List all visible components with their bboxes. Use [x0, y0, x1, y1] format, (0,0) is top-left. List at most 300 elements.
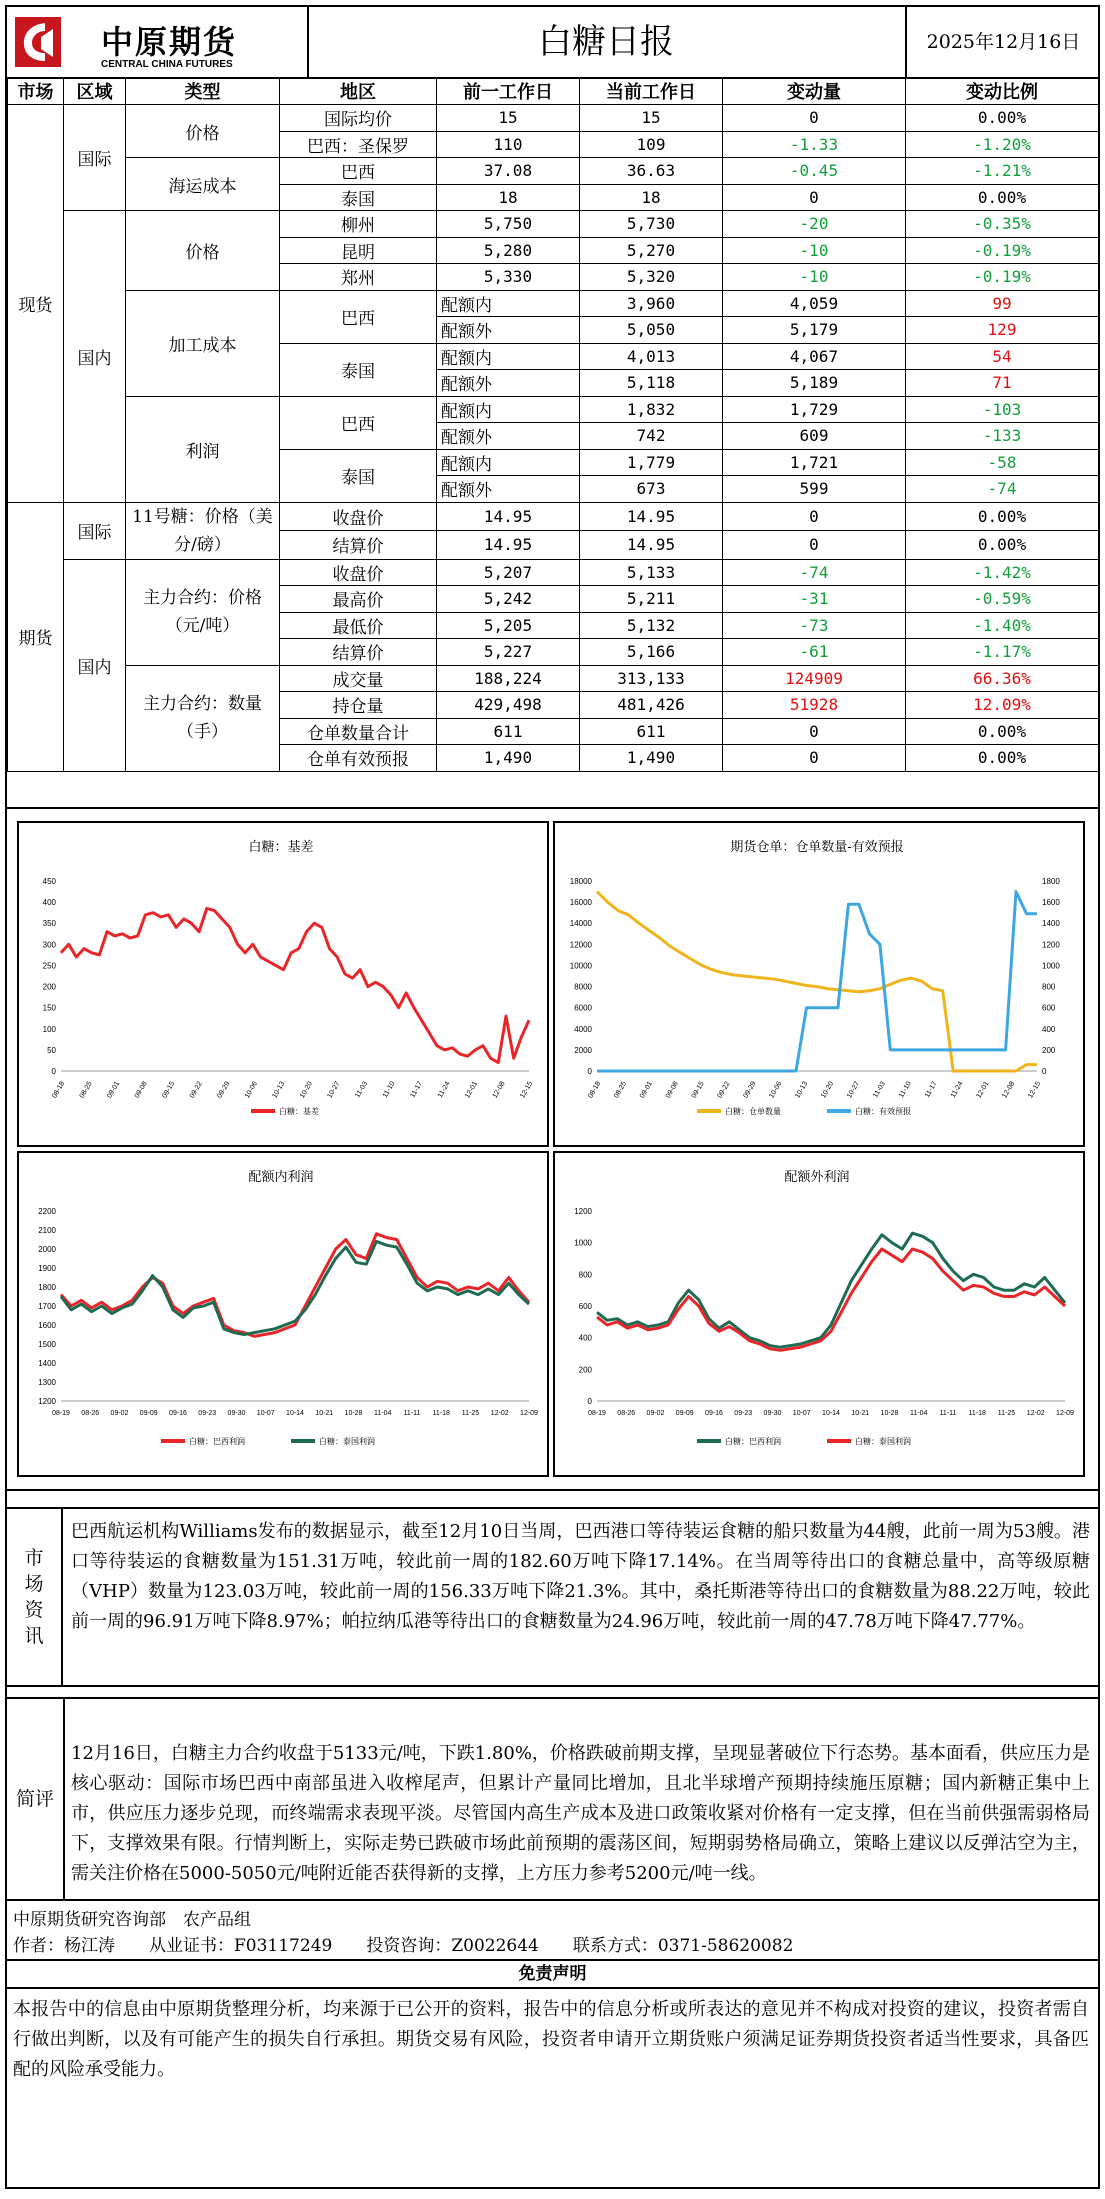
change-cell: 129: [906, 317, 1099, 344]
change-cell: 0: [723, 718, 906, 745]
table-row: [8, 559, 1099, 586]
region-intl: 国际: [64, 105, 126, 211]
change-cell: -31: [723, 586, 906, 613]
y-tick-label: 100: [42, 1024, 56, 1034]
type-price-intl: 价格: [126, 105, 280, 158]
legend-label: 白糖：有效预报: [855, 1107, 911, 1116]
table-row: [8, 290, 1099, 317]
x-tick-label: 09-09: [675, 1410, 694, 1417]
table-header-cell: 区域: [64, 78, 126, 105]
prev-value-cell: 1,832: [580, 396, 723, 423]
area-cell: 收盘价: [280, 502, 437, 531]
x-tick-label: 10-06: [768, 1080, 784, 1100]
logo-english: CENTRAL CHINA FUTURES: [101, 59, 233, 70]
x-tick-label: 08-25: [613, 1080, 629, 1100]
x-tick-label: 09-15: [161, 1080, 177, 1100]
prev-value-cell: 5,205: [437, 612, 580, 639]
x-tick-label: 11-10: [898, 1080, 913, 1100]
logo: [7, 7, 309, 77]
y2-tick-label: 800: [1042, 982, 1056, 992]
x-tick-label: 12-09: [1056, 1410, 1074, 1417]
x-tick-label: 09-22: [188, 1080, 204, 1100]
series-line: [597, 892, 1037, 1071]
table-header-cell: 地区: [280, 78, 437, 105]
x-tick-label: 09-15: [690, 1080, 706, 1100]
x-tick-label: 11-03: [872, 1080, 887, 1100]
prev-value-cell: 5,050: [580, 317, 723, 344]
x-tick-label: 11-18: [968, 1410, 986, 1417]
y2-tick-label: 1400: [1042, 919, 1060, 929]
prev-value-cell: 5,330: [437, 264, 580, 291]
change-cell: 124909: [723, 665, 906, 692]
area-cell: 昆明: [280, 237, 437, 264]
table-row: [8, 105, 1099, 132]
change-cell: -103: [906, 396, 1099, 423]
report-date: 2025年12月16日: [905, 7, 1100, 77]
type-main-price: 主力合约：价格（元/吨）: [126, 559, 280, 665]
change-pct-cell: 0.00%: [906, 745, 1099, 772]
current-value-cell: 4,059: [723, 290, 906, 317]
change-cell: 54: [906, 343, 1099, 370]
y-tick-label: 1400: [38, 1359, 56, 1368]
current-value-cell: 609: [723, 423, 906, 450]
charts-section: [7, 807, 1098, 1491]
y-tick-label: 200: [578, 1365, 592, 1375]
x-tick-label: 09-09: [139, 1410, 158, 1417]
change-pct-cell: -1.40%: [906, 612, 1099, 639]
current-value-cell: 5,166: [580, 639, 723, 666]
change-pct-cell: 0.00%: [906, 531, 1099, 560]
change-cell: -73: [723, 612, 906, 639]
x-tick-label: 09-30: [763, 1410, 782, 1417]
change-pct-cell: 66.36%: [906, 665, 1099, 692]
prev-value-cell: 742: [580, 423, 723, 450]
x-tick-label: 09-02: [110, 1410, 129, 1417]
footer-dept: 中原期货研究咨询部 农产品组: [13, 1910, 251, 1930]
current-value-cell: 5,320: [580, 264, 723, 291]
x-tick-label: 11-24: [436, 1080, 452, 1100]
area-cell: 收盘价: [280, 559, 437, 586]
table-header-cell: 变动量: [723, 78, 906, 105]
area-cell: 郑州: [280, 264, 437, 291]
x-tick-label: 11-11: [939, 1410, 957, 1417]
x-tick-label: 10-21: [315, 1410, 334, 1417]
area-cell: 最高价: [280, 586, 437, 613]
current-value-cell: 481,426: [580, 692, 723, 719]
change-cell: -74: [723, 559, 906, 586]
y-tick-label: 50: [47, 1045, 56, 1055]
y-tick-label: 1500: [38, 1340, 56, 1349]
change-cell: -133: [906, 423, 1099, 450]
area-cell: 配额外: [437, 423, 580, 450]
current-value-cell: 5,211: [580, 586, 723, 613]
current-value-cell: 14.95: [580, 531, 723, 560]
y-tick-label: 1200: [38, 1397, 56, 1406]
area-cell: 配额外: [437, 370, 580, 397]
change-pct-cell: -0.35%: [906, 211, 1099, 238]
legend-label: 白糖：巴西利润: [189, 1437, 245, 1446]
area-cell: 配额外: [437, 317, 580, 344]
current-value-cell: 15: [580, 105, 723, 132]
disclaimer-title: 免责声明: [7, 1959, 1098, 1989]
chart-warehouse-receipts: [553, 821, 1085, 1147]
change-pct-cell: -1.20%: [906, 131, 1099, 158]
legend-label: 白糖：泰国利润: [855, 1437, 911, 1446]
change-pct-cell: 12.09%: [906, 692, 1099, 719]
current-value-cell: 5,132: [580, 612, 723, 639]
x-tick-label: 10-14: [822, 1410, 840, 1417]
table-row: [8, 396, 1099, 423]
y-tick-label: 6000: [574, 1003, 592, 1013]
report-page: [5, 5, 1100, 2189]
series-line: [597, 1249, 1065, 1350]
legend-label: 白糖：泰国利润: [319, 1437, 375, 1446]
y-tick-label: 600: [578, 1302, 592, 1311]
y-tick-label: 18000: [569, 877, 592, 886]
area-cell: 配额外: [437, 476, 580, 503]
area-cell: 最低价: [280, 612, 437, 639]
y-tick-label: 1800: [38, 1283, 56, 1292]
chart-svg: [19, 823, 543, 1141]
x-tick-label: 08-19: [588, 1410, 606, 1417]
y-tick-label: 2000: [38, 1245, 56, 1254]
x-tick-label: 10-28: [880, 1410, 899, 1417]
x-tick-label: 08-18: [587, 1080, 603, 1100]
y-tick-label: 800: [578, 1270, 592, 1280]
x-tick-label: 10-07: [256, 1410, 275, 1417]
x-tick-label: 10-20: [820, 1080, 836, 1100]
prev-value-cell: 5,280: [437, 237, 580, 264]
x-tick-label: 11-04: [374, 1410, 392, 1417]
prev-value-cell: 5,750: [437, 211, 580, 238]
x-tick-label: 08-26: [617, 1410, 636, 1417]
x-tick-label: 09-30: [227, 1410, 246, 1417]
y-tick-label: 400: [578, 1333, 592, 1343]
x-tick-label: 10-27: [846, 1080, 862, 1100]
x-tick-label: 10-13: [794, 1080, 810, 1100]
x-tick-label: 10-06: [243, 1080, 259, 1100]
table-row: [8, 211, 1099, 238]
change-pct-cell: 0.00%: [906, 718, 1099, 745]
current-value-cell: 14.95: [580, 502, 723, 531]
x-tick-label: 09-23: [734, 1410, 753, 1417]
x-tick-label: 08-25: [78, 1080, 94, 1100]
chart-svg: [555, 823, 1079, 1141]
y-tick-label: 1200: [574, 1207, 592, 1216]
prev-value-cell: 37.08: [437, 158, 580, 185]
x-tick-label: 11-04: [910, 1410, 928, 1417]
region-dom-futures: 国内: [64, 559, 126, 771]
legend-label: 白糖：基差: [279, 1107, 319, 1116]
x-tick-label: 10-14: [286, 1410, 304, 1417]
legend-label: 白糖：仓单数量: [725, 1107, 781, 1116]
change-cell: 0: [723, 105, 906, 132]
x-tick-label: 09-22: [716, 1080, 732, 1100]
x-tick-label: 12-08: [491, 1080, 507, 1100]
y-tick-label: 1700: [38, 1302, 56, 1311]
x-tick-label: 10-13: [271, 1080, 287, 1100]
prev-value-cell: 611: [437, 718, 580, 745]
change-cell: -10: [723, 264, 906, 291]
table-header-cell: 当前工作日: [580, 78, 723, 105]
change-cell: -10: [723, 237, 906, 264]
type-main-qty: 主力合约：数量（手）: [126, 665, 280, 771]
y-tick-label: 1000: [574, 1238, 592, 1248]
current-value-cell: 5,730: [580, 211, 723, 238]
chart-out-quota-profit: [553, 1151, 1085, 1477]
change-pct-cell: 0.00%: [906, 105, 1099, 132]
prev-value-cell: 188,224: [437, 665, 580, 692]
type-freight: 海运成本: [126, 158, 280, 211]
chart-title: 配额内利润: [248, 1169, 314, 1184]
change-pct-cell: -1.21%: [906, 158, 1099, 185]
x-tick-label: 11-11: [403, 1410, 421, 1417]
x-tick-label: 12-08: [1001, 1080, 1017, 1100]
table-header-cell: 市场: [8, 78, 64, 105]
change-cell: -74: [906, 476, 1099, 503]
y2-tick-label: 400: [1042, 1024, 1056, 1034]
x-tick-label: 11-03: [354, 1080, 370, 1100]
change-cell: 0: [723, 184, 906, 211]
table-header-cell: 前一工作日: [437, 78, 580, 105]
prev-value-cell: 429,498: [437, 692, 580, 719]
prev-value-cell: 4,013: [580, 343, 723, 370]
current-value-cell: 599: [723, 476, 906, 503]
x-tick-label: 10-21: [851, 1410, 870, 1417]
y-tick-label: 4000: [574, 1024, 592, 1034]
area-cell: 配额内: [437, 396, 580, 423]
y-tick-label: 1600: [38, 1321, 56, 1330]
y-tick-label: 14000: [569, 919, 592, 929]
x-tick-label: 12-02: [490, 1410, 509, 1417]
x-tick-label: 10-27: [326, 1080, 342, 1100]
current-value-cell: 4,067: [723, 343, 906, 370]
type-profit: 利润: [126, 396, 280, 502]
x-tick-label: 09-01: [638, 1080, 654, 1100]
market-futures: 期货: [8, 502, 64, 771]
prev-value-cell: 14.95: [437, 531, 580, 560]
type-processing: 加工成本: [126, 290, 280, 396]
sub-thai: 泰国: [280, 343, 437, 396]
area-cell: 结算价: [280, 639, 437, 666]
area-cell: 巴西：圣保罗: [280, 131, 437, 158]
area-cell: 结算价: [280, 531, 437, 560]
y-tick-label: 0: [587, 1067, 592, 1076]
y-tick-label: 300: [42, 940, 56, 950]
company-logo-icon: [15, 17, 61, 67]
x-tick-label: 12-01: [464, 1080, 480, 1100]
comment-text: 12月16日，白糖主力合约收盘于5133元/吨，下跌1.80%，价格跌破前期支撑，呈现显著破位下行态势。基本面看，供应压力是核心驱动：国际市场巴西中南部虽进入收榨尾声，但累计产量同比增加，且北半球增产预期持续施压原糖；国内新糖正集中上市，供应压力逐步兑现，而终端需求表现平淡。尽管国内高生产成本及进口政策收紧对价格有一定支撑，但在当前供强需弱格局下，支撑效果有限。行情判断上，实际走势已跌破市场此前预期的震荡区间，短期弱势格局确立，策略上建议以反弹沽空为主，需关注价格在5000-5050元/吨附近能否获得新的支撑，上方压力参考5200元/吨一线。: [71, 1743, 1090, 1884]
report-title: 白糖日报: [538, 22, 674, 62]
disclaimer-text: 本报告中的信息由中原期货整理分析，均来源于已公开的资料，报告中的信息分析或所表达的意见并不构成对投资的建议，投资者需自行做出判断，以及有可能产生的损失自行承担。期货交易有风险，投资者申请开立期货账户须满足证券期货投资者适当性要求，具备匹配的风险承受能力。: [13, 1999, 1089, 2080]
x-tick-label: 09-08: [133, 1080, 149, 1100]
series-line: [61, 908, 529, 1062]
change-cell: 71: [906, 370, 1099, 397]
change-cell: -1.33: [723, 131, 906, 158]
chart-in-quota-profit: [17, 1151, 549, 1477]
current-value-cell: 5,189: [723, 370, 906, 397]
x-tick-label: 09-23: [198, 1410, 217, 1417]
x-tick-label: 11-17: [923, 1080, 939, 1100]
y2-tick-label: 0: [1042, 1067, 1047, 1076]
change-cell: 0: [723, 502, 906, 531]
table-header-row: [8, 78, 1099, 105]
series-line: [597, 892, 1037, 1071]
change-pct-cell: -1.17%: [906, 639, 1099, 666]
current-value-cell: 109: [580, 131, 723, 158]
change-cell: -20: [723, 211, 906, 238]
current-value-cell: 313,133: [580, 665, 723, 692]
sub-brazil: 巴西: [280, 290, 437, 343]
type-price-dom: 价格: [126, 211, 280, 291]
area-cell: 巴西: [280, 158, 437, 185]
prev-value-cell: 15: [437, 105, 580, 132]
market-news-label: 市场资讯: [7, 1509, 63, 1685]
y-tick-label: 250: [42, 961, 56, 971]
y-tick-label: 1300: [38, 1378, 56, 1387]
footer-author: 作者：杨江涛 从业证书：F03117249 投资咨询：Z0022644 联系方式：0371-58620082: [13, 1936, 794, 1956]
market-news-text: 巴西航运机构Williams发布的数据显示，截至12月10日当周，巴西港口等待装运食糖的船只数量为44艘，此前一周为53艘。港口等待装运的食糖数量为151.31万吨，较此前一周的182.60万吨下降17.14%。在当周等待出口的食糖总量中，高等级原糖（VHP）数量为123.03万吨，较此前一周的156.33万吨下降21.3%。其中，桑托斯港等待出口的食糖数量为88.22万吨，较此前一周的96.91万吨下降8.97%；帕拉纳瓜港等待出口的食糖数量为24.96万吨，较此前一周的47.78万吨下降47.77%。: [71, 1521, 1090, 1632]
x-tick-label: 10-07: [792, 1410, 811, 1417]
y-tick-label: 8000: [574, 982, 592, 992]
change-pct-cell: 0.00%: [906, 184, 1099, 211]
x-tick-label: 11-25: [461, 1410, 480, 1417]
table-row: [8, 158, 1099, 185]
sub-thai: 泰国: [280, 449, 437, 502]
y-tick-label: 0: [51, 1067, 56, 1076]
x-tick-label: 09-29: [216, 1080, 232, 1100]
area-cell: 配额内: [437, 449, 580, 476]
change-cell: -61: [723, 639, 906, 666]
y-tick-label: 2100: [38, 1226, 56, 1235]
change-pct-cell: -0.19%: [906, 237, 1099, 264]
current-value-cell: 36.63: [580, 158, 723, 185]
x-tick-label: 11-25: [997, 1410, 1016, 1417]
y-tick-label: 16000: [569, 898, 592, 908]
change-pct-cell: -0.19%: [906, 264, 1099, 291]
prev-value-cell: 110: [437, 131, 580, 158]
x-tick-label: 08-18: [51, 1080, 67, 1100]
prev-value-cell: 1,779: [580, 449, 723, 476]
area-cell: 配额内: [437, 290, 580, 317]
y-tick-label: 200: [42, 982, 56, 992]
market-spot: 现货: [8, 105, 64, 503]
prev-value-cell: 14.95: [437, 502, 580, 531]
x-tick-label: 12-01: [975, 1080, 991, 1100]
current-value-cell: 18: [580, 184, 723, 211]
y2-tick-label: 1000: [1042, 961, 1060, 971]
change-pct-cell: 0.00%: [906, 502, 1099, 531]
current-value-cell: 5,270: [580, 237, 723, 264]
y2-tick-label: 600: [1042, 1003, 1056, 1013]
x-tick-label: 09-01: [106, 1080, 122, 1100]
y-tick-label: 450: [42, 877, 56, 886]
x-tick-label: 11-17: [409, 1080, 425, 1100]
y2-tick-label: 1200: [1042, 940, 1060, 950]
x-tick-label: 09-16: [169, 1410, 187, 1417]
prev-value-cell: 673: [580, 476, 723, 503]
area-cell: 成交量: [280, 665, 437, 692]
y-tick-label: 2200: [38, 1207, 56, 1216]
comment-label: 简评: [7, 1699, 65, 1899]
table-header-cell: 类型: [126, 78, 280, 105]
y2-tick-label: 1800: [1042, 877, 1060, 886]
area-cell: 持仓量: [280, 692, 437, 719]
y-tick-label: 150: [42, 1003, 56, 1013]
x-tick-label: 12-15: [519, 1080, 535, 1100]
x-tick-label: 09-08: [664, 1080, 680, 1100]
change-pct-cell: -0.59%: [906, 586, 1099, 613]
x-tick-label: 09-16: [705, 1410, 723, 1417]
prev-value-cell: 5,118: [580, 370, 723, 397]
prev-value-cell: 18: [437, 184, 580, 211]
type-ice: 11号糖：价格（美分/磅）: [126, 502, 280, 559]
prev-value-cell: 5,227: [437, 639, 580, 666]
x-tick-label: 12-15: [1027, 1080, 1043, 1100]
x-tick-label: 11-10: [381, 1080, 397, 1100]
comment-section: [7, 1697, 1098, 1901]
change-cell: -58: [906, 449, 1099, 476]
sub-brazil: 巴西: [280, 396, 437, 449]
y-tick-label: 1900: [38, 1264, 56, 1273]
table-row: [8, 502, 1099, 531]
current-value-cell: 1,490: [580, 745, 723, 772]
y-tick-label: 10000: [569, 961, 592, 971]
x-tick-label: 09-02: [646, 1410, 665, 1417]
chart-svg: [19, 1153, 543, 1471]
chart-basis: [17, 821, 549, 1147]
prev-value-cell: 5,242: [437, 586, 580, 613]
report-header: [7, 7, 1098, 79]
chart-svg: [555, 1153, 1079, 1471]
x-tick-label: 10-20: [298, 1080, 314, 1100]
change-cell: 99: [906, 290, 1099, 317]
y2-tick-label: 200: [1042, 1045, 1056, 1055]
y-tick-label: 350: [42, 919, 56, 929]
table-row: [8, 665, 1099, 692]
x-tick-label: 08-19: [52, 1410, 70, 1417]
area-cell: 柳州: [280, 211, 437, 238]
region-intl-futures: 国际: [64, 502, 126, 559]
x-tick-label: 10-28: [344, 1410, 363, 1417]
current-value-cell: 1,729: [723, 396, 906, 423]
x-tick-label: 11-18: [432, 1410, 450, 1417]
area-cell: 国际均价: [280, 105, 437, 132]
x-tick-label: 12-09: [520, 1410, 538, 1417]
region-dom: 国内: [64, 211, 126, 503]
prev-value-cell: 3,960: [580, 290, 723, 317]
legend-label: 白糖：巴西利润: [725, 1437, 781, 1446]
change-cell: 51928: [723, 692, 906, 719]
change-cell: -0.45: [723, 158, 906, 185]
x-tick-label: 11-24: [949, 1080, 965, 1100]
market-news-section: [7, 1507, 1098, 1687]
x-tick-label: 08-26: [81, 1410, 100, 1417]
table-header-cell: 变动比例: [906, 78, 1099, 105]
y-tick-label: 12000: [569, 940, 592, 950]
chart-title: 期货仓单：仓单数量-有效预报: [730, 839, 904, 854]
change-pct-cell: -1.42%: [906, 559, 1099, 586]
x-tick-label: 09-29: [742, 1080, 758, 1100]
area-cell: 仓单数量合计: [280, 718, 437, 745]
y2-tick-label: 1600: [1042, 898, 1060, 908]
logo-chinese: 中原期货: [101, 23, 238, 61]
chart-title: 配额外利润: [784, 1169, 850, 1184]
prev-value-cell: 5,207: [437, 559, 580, 586]
x-tick-label: 12-02: [1026, 1410, 1045, 1417]
current-value-cell: 5,179: [723, 317, 906, 344]
chart-title: 白糖：基差: [248, 839, 314, 854]
